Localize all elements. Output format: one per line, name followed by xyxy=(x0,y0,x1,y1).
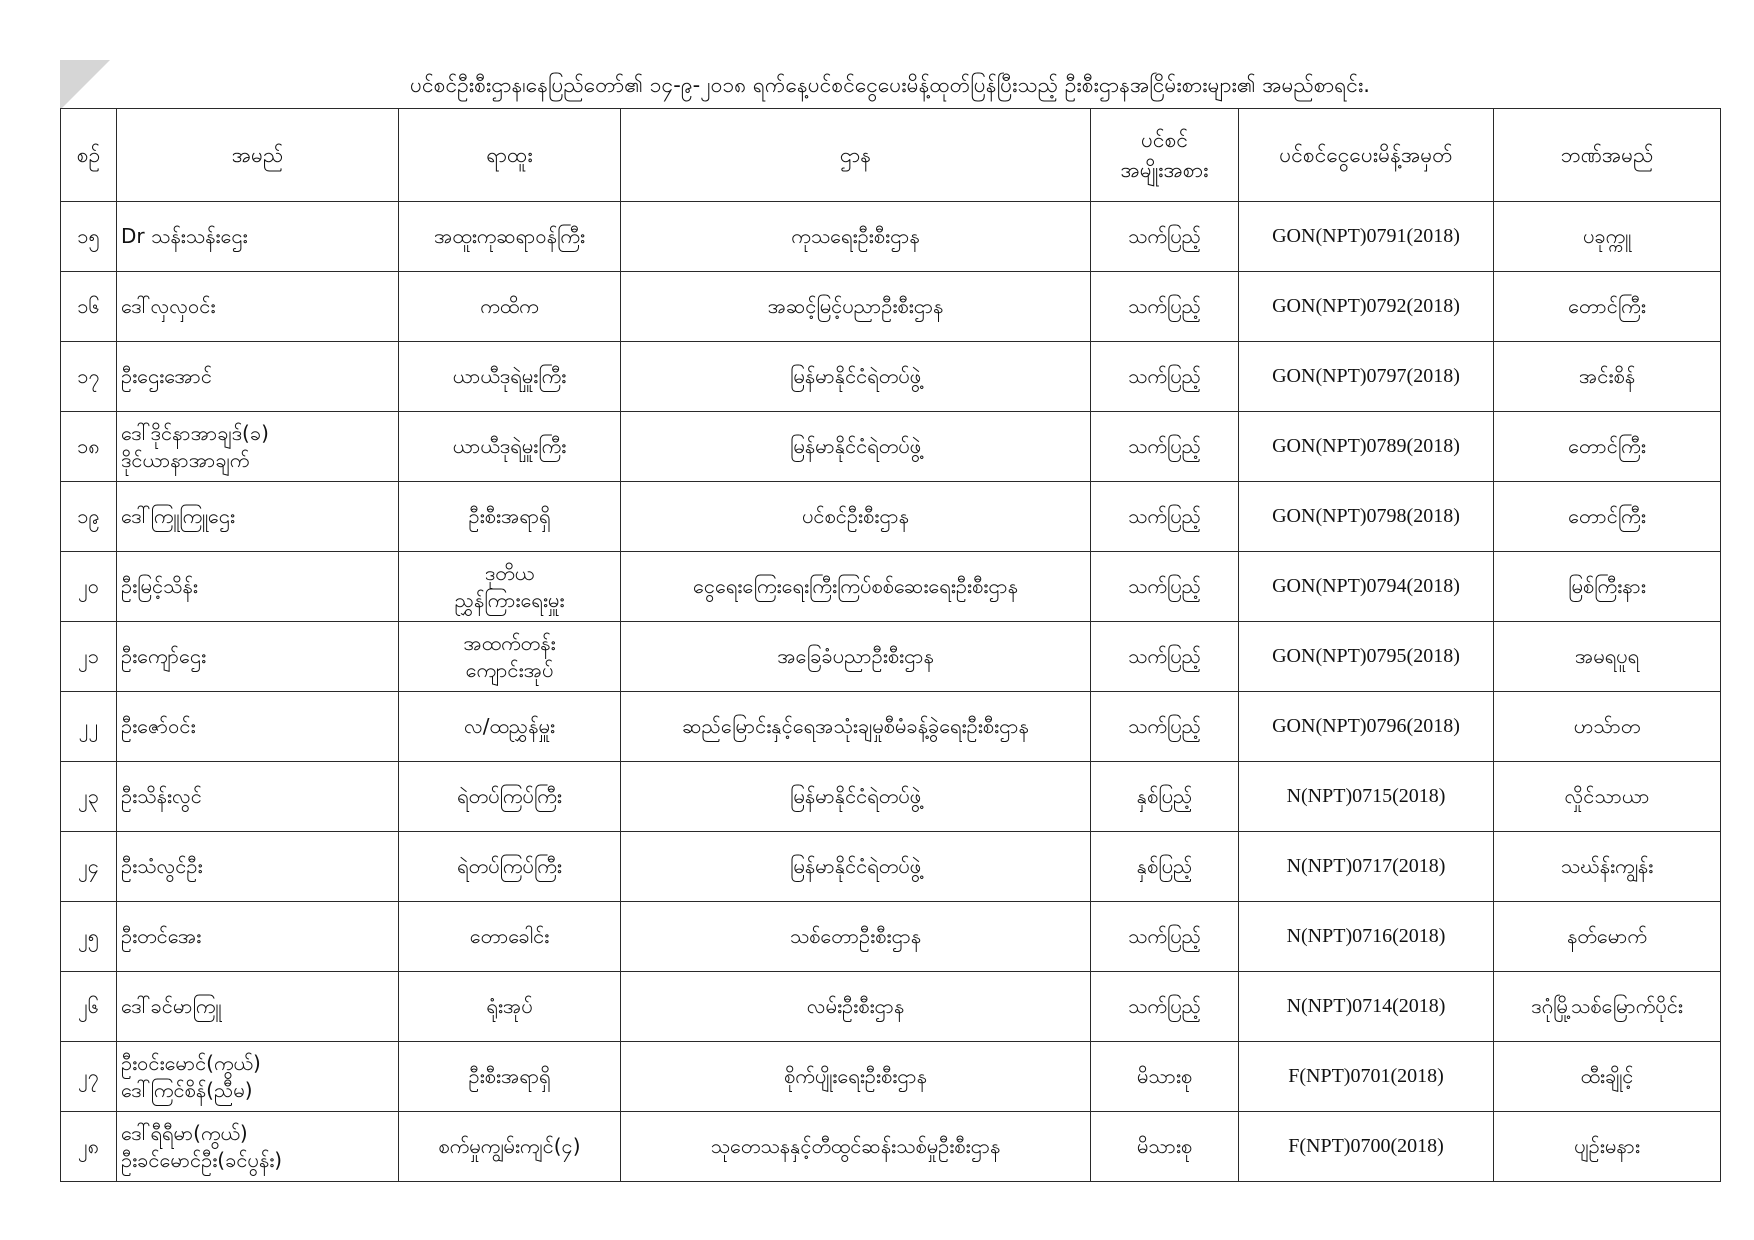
cell-bank-name: ဒဂုံမြို့သစ်မြောက်ပိုင်း xyxy=(1494,972,1721,1042)
cell-pension-order-no: GON(NPT)0789(2018) xyxy=(1239,412,1494,482)
cell-bank-name: ဟသ်ာတ xyxy=(1494,692,1721,762)
cell-pension-type: သက်ပြည့် xyxy=(1091,342,1239,412)
cell-rank: ဦးစီးအရာရှိ xyxy=(399,482,621,552)
cell-pension-type: မိသားစု xyxy=(1091,1042,1239,1112)
cell-name: ဒေါ်ကြူကြူဌေး xyxy=(117,482,399,552)
header-pension-order-no: ပင်စင်ငွေပေးမိန့်အမှတ် xyxy=(1239,109,1494,202)
table-row xyxy=(61,412,1721,482)
cell-bank-name: လှိုင်သာယာ xyxy=(1494,762,1721,832)
cell-department: သုတေသနနှင့်တီထွင်ဆန်းသစ်မှုဦးစီးဌာန xyxy=(621,1112,1091,1182)
cell-bank-name: ပခုက္ကူ xyxy=(1494,202,1721,272)
table-header-row xyxy=(61,109,1721,202)
cell-rank: တောခေါင်း xyxy=(399,902,621,972)
table-row xyxy=(61,342,1721,412)
cell-department: မြန်မာနိုင်ငံရဲတပ်ဖွဲ့ xyxy=(621,412,1091,482)
cell-bank-name: ထီးချိုင့် xyxy=(1494,1042,1721,1112)
cell-department: စိုက်ပျိုးရေးဦးစီးဌာန xyxy=(621,1042,1091,1112)
cell-bank-name: တောင်ကြီး xyxy=(1494,482,1721,552)
cell-serial-no: ၁၆ xyxy=(61,272,117,342)
cell-department: ပင်စင်ဦးစီးဌာန xyxy=(621,482,1091,552)
cell-department: မြန်မာနိုင်ငံရဲတပ်ဖွဲ့ xyxy=(621,342,1091,412)
cell-pension-type: နှစ်ပြည့် xyxy=(1091,832,1239,902)
cell-name: ဦးမြင့်သိန်း xyxy=(117,552,399,622)
cell-pension-type: သက်ပြည့် xyxy=(1091,622,1239,692)
cell-department: မြန်မာနိုင်ငံရဲတပ်ဖွဲ့ xyxy=(621,832,1091,902)
table-row xyxy=(61,832,1721,902)
header-rank: ရာထူး xyxy=(399,109,621,202)
header-department: ဌာန xyxy=(621,109,1091,202)
cell-serial-no: ၁၅ xyxy=(61,202,117,272)
cell-pension-type: သက်ပြည့် xyxy=(1091,482,1239,552)
cell-pension-order-no: GON(NPT)0795(2018) xyxy=(1239,622,1494,692)
header-pension-type: ပင်စင် အမျိုးအစား xyxy=(1091,109,1239,202)
cell-serial-no: ၂၁ xyxy=(61,622,117,692)
cell-name: ဦးဇော်ဝင်း xyxy=(117,692,399,762)
cell-pension-type: သက်ပြည့် xyxy=(1091,202,1239,272)
table-row xyxy=(61,272,1721,342)
cell-serial-no: ၂၇ xyxy=(61,1042,117,1112)
cell-serial-no: ၂၆ xyxy=(61,972,117,1042)
cell-serial-no: ၂၈ xyxy=(61,1112,117,1182)
cell-pension-order-no: N(NPT)0717(2018) xyxy=(1239,832,1494,902)
cell-rank: ကထိက xyxy=(399,272,621,342)
cell-pension-type: နှစ်ပြည့် xyxy=(1091,762,1239,832)
cell-serial-no: ၁၉ xyxy=(61,482,117,552)
cell-pension-type: သက်ပြည့် xyxy=(1091,272,1239,342)
table-row xyxy=(61,1042,1721,1112)
cell-pension-type: သက်ပြည့် xyxy=(1091,972,1239,1042)
cell-pension-order-no: N(NPT)0715(2018) xyxy=(1239,762,1494,832)
table-row xyxy=(61,1112,1721,1182)
cell-department: ငွေရေးကြေးရေးကြီးကြပ်စစ်ဆေးရေးဦးစီးဌာန xyxy=(621,552,1091,622)
table-body xyxy=(61,202,1721,1182)
cell-name: ဦးဝင်းမောင်(ကွယ်) ဒေါ်ကြင်စိန်(ညီမ) xyxy=(117,1042,399,1112)
cell-rank: ရဲတပ်ကြပ်ကြီး xyxy=(399,762,621,832)
cell-pension-order-no: GON(NPT)0791(2018) xyxy=(1239,202,1494,272)
cell-rank: အထူးကုဆရာဝန်ကြီး xyxy=(399,202,621,272)
cell-pension-order-no: GON(NPT)0798(2018) xyxy=(1239,482,1494,552)
table-row xyxy=(61,482,1721,552)
cell-pension-order-no: GON(NPT)0796(2018) xyxy=(1239,692,1494,762)
cell-name: ဒေါ်ရီရီမာ(ကွယ်) ဦးခင်မောင်ဦး(ခင်ပွန်း) xyxy=(117,1112,399,1182)
cell-pension-order-no: GON(NPT)0792(2018) xyxy=(1239,272,1494,342)
cell-bank-name: တောင်ကြီး xyxy=(1494,412,1721,482)
cell-rank: ဦးစီးအရာရှိ xyxy=(399,1042,621,1112)
cell-name: ဦးသံလွင်ဦး xyxy=(117,832,399,902)
cell-name: ဒေါ်လှလှဝင်း xyxy=(117,272,399,342)
cell-department: ဆည်မြောင်းနှင့်ရေအသုံးချမှုစီမံခန့်ခွဲရေးဦးစီးဌာန xyxy=(621,692,1091,762)
document-title: ပင်စင်ဦးစီးဌာန၊နေပြည်တော်၏ ၁၄-၉-၂၀၁၈ ရက်နေ့ပင်စင်ငွေပေးမိန့်ထုတ်ပြန်ပြီးသည့် ဦးစီးဌာနအငြိမ်းစားများ၏ အမည်စာရင်း. xyxy=(410,73,1370,97)
table-row xyxy=(61,552,1721,622)
table-row xyxy=(61,202,1721,272)
cell-name: ဦးဌေးအောင် xyxy=(117,342,399,412)
cell-bank-name: နတ်မောက် xyxy=(1494,902,1721,972)
cell-name: ဦးသိန်းလွင် xyxy=(117,762,399,832)
cell-name: ဦးတင်အေး xyxy=(117,902,399,972)
cell-pension-order-no: F(NPT)0700(2018) xyxy=(1239,1112,1494,1182)
cell-department: မြန်မာနိုင်ငံရဲတပ်ဖွဲ့ xyxy=(621,762,1091,832)
header-name: အမည် xyxy=(117,109,399,202)
header-bank-name: ဘဏ်အမည် xyxy=(1494,109,1721,202)
cell-name: ဒေါ်ခင်မာကြူ xyxy=(117,972,399,1042)
cell-name: ဦးကျော်ဌေး xyxy=(117,622,399,692)
cell-pension-order-no: GON(NPT)0794(2018) xyxy=(1239,552,1494,622)
cell-rank: ယာယီဒုရဲမှူးကြီး xyxy=(399,412,621,482)
cell-bank-name: သဃ်န်းကျွန်း xyxy=(1494,832,1721,902)
cell-serial-no: ၂၀ xyxy=(61,552,117,622)
cell-pension-type: သက်ပြည့် xyxy=(1091,552,1239,622)
cell-name: Dr သန်းသန်းဌေး xyxy=(117,202,399,272)
cell-pension-order-no: F(NPT)0701(2018) xyxy=(1239,1042,1494,1112)
cell-pension-type: သက်ပြည့် xyxy=(1091,412,1239,482)
cell-rank: ဒုတိယ ညွှန်ကြားရေးမှူး xyxy=(399,552,621,622)
cell-bank-name: မြစ်ကြီးနား xyxy=(1494,552,1721,622)
cell-bank-name: အမရပူရ xyxy=(1494,622,1721,692)
cell-bank-name: အင်းစိန် xyxy=(1494,342,1721,412)
cell-pension-order-no: N(NPT)0716(2018) xyxy=(1239,902,1494,972)
table-row xyxy=(61,902,1721,972)
cell-serial-no: ၁၇ xyxy=(61,342,117,412)
pension-table xyxy=(60,108,1721,1182)
table-row xyxy=(61,692,1721,762)
cell-name: ဒေါ်ဒိုင်နာအာချဒ်(ခ) ဒိုင်ယာနာအာချက် xyxy=(117,412,399,482)
cell-rank: ရဲတပ်ကြပ်ကြီး xyxy=(399,832,621,902)
table-row xyxy=(61,762,1721,832)
cell-rank: ရုံးအုပ် xyxy=(399,972,621,1042)
cell-serial-no: ၁၈ xyxy=(61,412,117,482)
cell-department: လမ်းဦးစီးဌာန xyxy=(621,972,1091,1042)
cell-rank: အထက်တန်း ကျောင်းအုပ် xyxy=(399,622,621,692)
table-row xyxy=(61,622,1721,692)
cell-department: အခြေခံပညာဦးစီးဌာန xyxy=(621,622,1091,692)
cell-pension-order-no: N(NPT)0714(2018) xyxy=(1239,972,1494,1042)
cell-rank: လ/ထညွှန်မှူး xyxy=(399,692,621,762)
cell-department: သစ်တောဦးစီးဌာန xyxy=(621,902,1091,972)
cell-serial-no: ၂၅ xyxy=(61,902,117,972)
cell-serial-no: ၂၄ xyxy=(61,832,117,902)
cell-pension-type: သက်ပြည့် xyxy=(1091,902,1239,972)
cell-rank: ယာယီဒုရဲမှူးကြီး xyxy=(399,342,621,412)
cell-pension-type: မိသားစု xyxy=(1091,1112,1239,1182)
cell-pension-type: သက်ပြည့် xyxy=(1091,692,1239,762)
cell-serial-no: ၂၂ xyxy=(61,692,117,762)
header-serial-no: စဉ် xyxy=(61,109,117,202)
cell-department: အဆင့်မြင့်ပညာဦးစီးဌာန xyxy=(621,272,1091,342)
cell-rank: စက်မှုကျွမ်းကျင်(၄) xyxy=(399,1112,621,1182)
cell-bank-name: ပျဉ်းမနား xyxy=(1494,1112,1721,1182)
cell-pension-order-no: GON(NPT)0797(2018) xyxy=(1239,342,1494,412)
cell-department: ကုသရေးဦးစီးဌာန xyxy=(621,202,1091,272)
table-row xyxy=(61,972,1721,1042)
cell-serial-no: ၂၃ xyxy=(61,762,117,832)
cell-bank-name: တောင်ကြီး xyxy=(1494,272,1721,342)
